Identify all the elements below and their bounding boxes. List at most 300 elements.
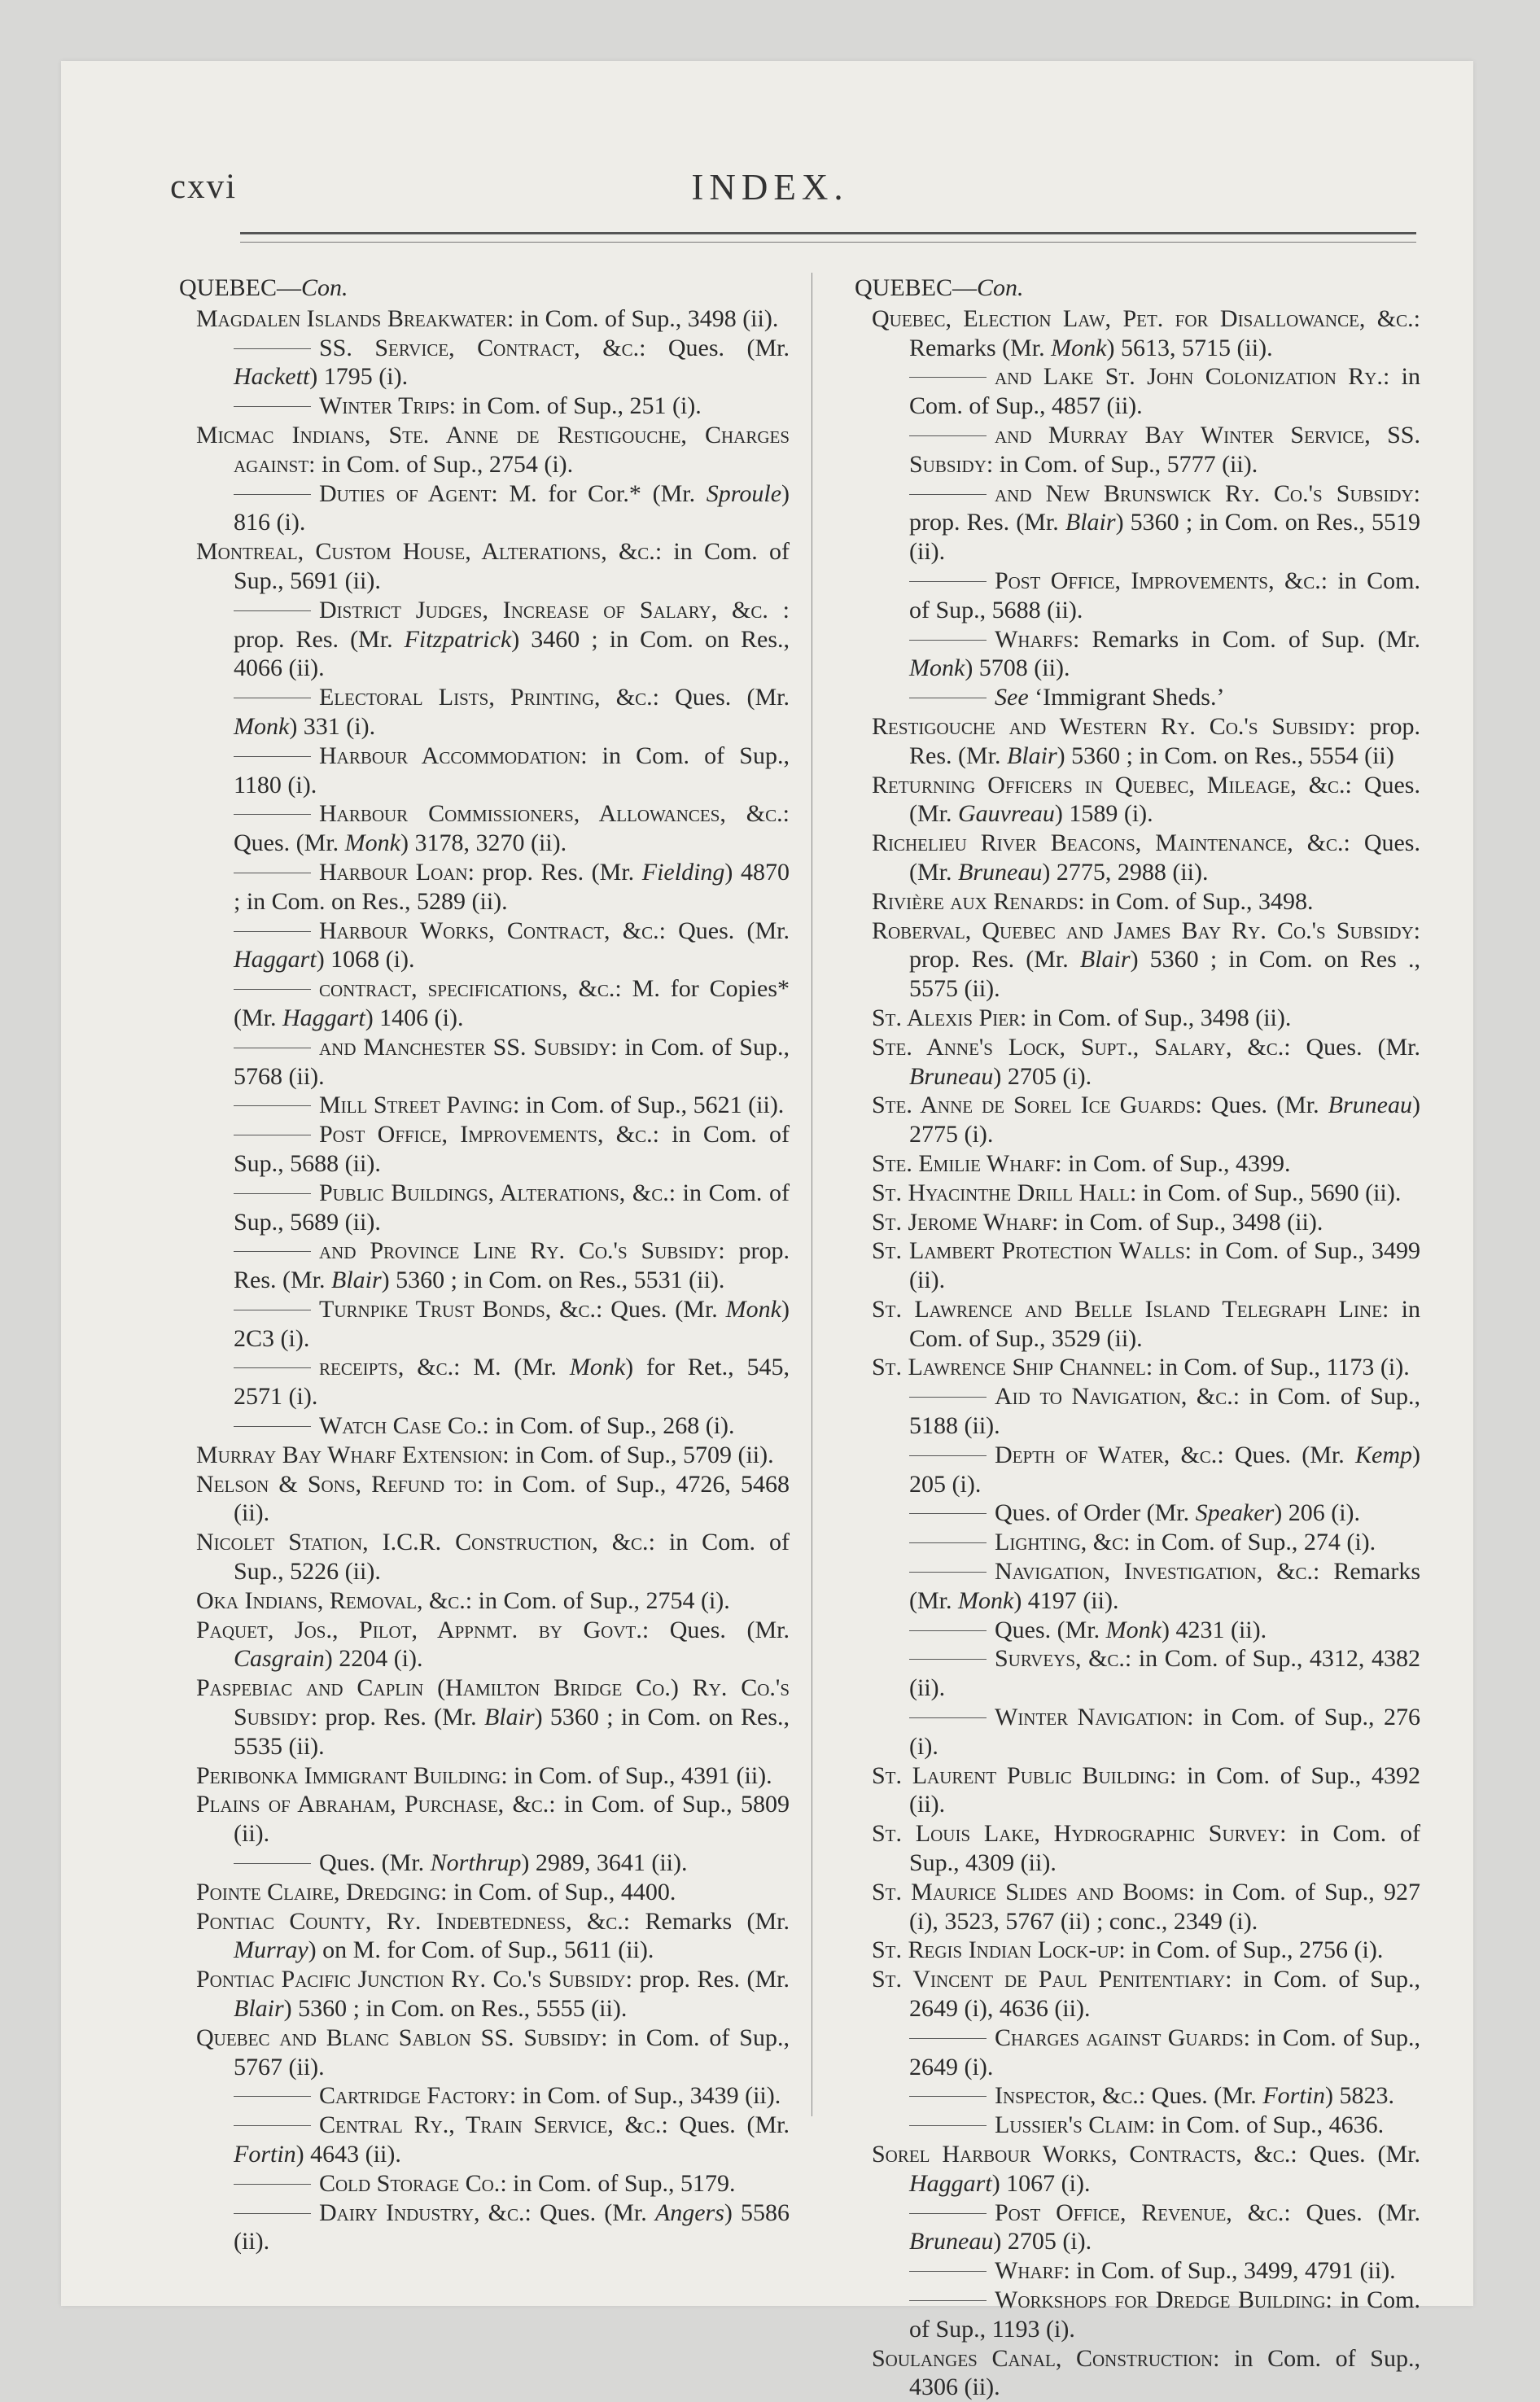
entry-text: ) 4197 (ii). [1013, 1586, 1119, 1614]
index-entry [175, 1586, 790, 1616]
entry-text: : in Com. of Sup., 4726, 5468 (ii). [234, 1470, 790, 1527]
entry-heading: St. Laurent Public Building [872, 1761, 1170, 1789]
ditto-dash [909, 2213, 987, 2214]
entry-text: ) 4231 (ii). [1161, 1616, 1267, 1643]
index-subentry [175, 2199, 790, 2257]
index-entry [175, 1965, 790, 2024]
entry-name: Fortin [1262, 2082, 1325, 2110]
entry-text: : in Com. of Sup., 3439 (ii). [509, 2082, 781, 2110]
entry-text: : in Com. of Sup., 3498 (ii). [1020, 1004, 1292, 1031]
entry-text: : prop. Res. (Mr. [909, 479, 1420, 536]
ditto-dash [909, 494, 987, 495]
entry-text: : in Com. of Sup., 274 (i). [1123, 1529, 1376, 1556]
entry-text: : in Com. of Sup., 3529 (ii). [909, 1295, 1420, 1352]
entry-heading: St. Alexis Pier [872, 1004, 1021, 1031]
entry-text: : in Com. of Sup., 3499, 4791 (ii). [1063, 2257, 1396, 2285]
entry-heading: Post Office, Improvements, &c. [319, 1121, 653, 1148]
ditto-dash [234, 2184, 311, 2185]
index-subentry [851, 1441, 1420, 1499]
entry-text: : in Com. of Sup., 4391 (ii). [501, 1761, 772, 1789]
entry-name: Gauvreau [958, 800, 1055, 828]
entry-heading: Rivière aux Renards [872, 887, 1078, 915]
entry-name: Bruneau [1328, 1092, 1412, 1119]
index-column-left [175, 273, 790, 2256]
entry-heading: Duties of Agent [319, 479, 492, 507]
entry-text: ) 2705 (i). [993, 2228, 1092, 2255]
index-entry [175, 1790, 790, 1849]
index-entry [851, 2344, 1420, 2402]
entry-heading: Sorel Harbour Works, Contracts, &c. [872, 2141, 1291, 2168]
ditto-dash [234, 1105, 311, 1106]
entry-name: Haggart [234, 946, 317, 973]
entry-text: ) 5708 (ii). [965, 654, 1070, 682]
entry-text: : in Com. of Sup., 5768 (ii). [234, 1033, 790, 1090]
index-subentry [175, 683, 790, 742]
entry-text: ) 205 (i). [909, 1441, 1420, 1498]
entry-heading: Magdalen Islands Breakwater [196, 304, 507, 332]
entry-text: : M. for Cor.* (Mr. [491, 479, 707, 507]
column-heading: QUEBEC—Con. [855, 274, 1024, 301]
ditto-dash [909, 1397, 987, 1398]
entry-text: : in Com. of Sup., 4399. [1055, 1149, 1291, 1177]
index-entry [175, 304, 790, 334]
ditto-dash [909, 1455, 987, 1456]
ditto-dash [909, 435, 987, 436]
entry-heading: Soulanges Canal, Construction [872, 2344, 1214, 2372]
entry-heading: St. Louis Lake, Hydrographic Survey [872, 1820, 1280, 1848]
entry-text: ) 5360 ; in Com. on Res., 5519 (ii). [909, 509, 1420, 566]
index-entry [851, 1819, 1420, 1878]
entry-text: : Ques. (Mr. [652, 684, 790, 711]
entry-text: : Ques. (Mr. [234, 800, 790, 857]
entry-text: ) 4870 ; in Com. on Res., 5289 (ii). [234, 858, 790, 915]
entry-heading: Nelson & Sons, Refund to [196, 1470, 477, 1498]
entry-text: : prop. Res. (Mr. [234, 596, 790, 653]
entry-text: : in Com. of Sup., 5688 (ii). [234, 1121, 790, 1177]
entry-text: ) 5613, 5715 (ii). [1106, 334, 1273, 361]
index-subentry [175, 858, 790, 917]
entry-text: : in Com. of Sup., 3498. [1078, 887, 1314, 915]
ditto-dash [234, 2096, 311, 2097]
entry-name: Monk [569, 1354, 626, 1381]
entry-name: Blair [483, 1704, 535, 1731]
index-entry [851, 1878, 1420, 1936]
entry-text: : Ques. (Mr. [1284, 1033, 1420, 1061]
entry-heading: Quebec, Election Law, Pet. for Disallowance, &c. [872, 304, 1414, 332]
entry-heading: Wharf [995, 2257, 1064, 2285]
entry-text: : Remarks in Com. of Sup. (Mr. [1073, 625, 1420, 653]
entry-heading: Winter Navigation [995, 1704, 1188, 1731]
entry-heading: Pontiac County, Ry. Indebtedness, &c. [196, 1907, 623, 1935]
entry-text: ) 331 (i). [289, 712, 376, 740]
index-subentry [175, 334, 790, 392]
ditto-dash [234, 494, 311, 495]
entry-text: : Ques. (Mr. [639, 334, 790, 361]
ditto-dash [909, 581, 987, 582]
index-entry [851, 1091, 1420, 1149]
entry-text: ) 4643 (ii). [295, 2141, 401, 2168]
index-subentry [851, 1557, 1420, 1616]
entry-name: Bruneau [958, 858, 1043, 886]
entry-heading: Navigation, Investigation, &c. [995, 1558, 1314, 1586]
entry-text: : Ques. (Mr. [661, 2111, 790, 2139]
index-entry [851, 1295, 1420, 1354]
entry-name: Murray [234, 1936, 308, 1964]
entry-name: Monk [725, 1295, 781, 1323]
index-subentry [175, 2169, 790, 2199]
entry-heading: Electoral Lists, Printing, &c. [319, 684, 653, 711]
index-subentry [175, 1120, 790, 1179]
entry-heading: Ste. Anne's Lock, Supt., Salary, &c. [872, 1033, 1284, 1061]
ditto-dash [234, 406, 311, 407]
entry-text: : prop. Res. (Mr. [310, 1704, 484, 1731]
entry-text: : in Com. of Sup., 276 (i). [909, 1704, 1420, 1760]
entry-heading: Lussier's Claim [995, 2111, 1148, 2139]
ditto-dash [234, 348, 311, 349]
entry-heading: Surveys, &c. [995, 1645, 1125, 1673]
entry-text: : in Com. of Sup., 3498 (ii). [507, 304, 779, 332]
entry-text: : Ques. (Mr. [1138, 2082, 1263, 2110]
entry-text: ) 3178, 3270 (ii). [400, 829, 567, 857]
entry-heading: Oka Indians, Removal, &c. [196, 1586, 466, 1614]
heading-text: QUEBEC [179, 274, 277, 301]
column-heading: QUEBEC—Con. [179, 274, 348, 301]
ditto-dash [234, 2125, 311, 2126]
ditto-dash [234, 1426, 311, 1427]
entry-text: : in Com. of Sup., 5709 (ii). [502, 1441, 774, 1468]
entry-heading: District Judges, Increase of Salary, &c. [319, 596, 768, 623]
entry-text: : prop. Res. (Mr. [625, 1966, 790, 1993]
ditto-dash [909, 2271, 987, 2272]
entry-text: Ques. (Mr. [995, 1616, 1106, 1643]
entry-name: Speaker [1195, 1499, 1275, 1527]
entry-text: ) 5823. [1324, 2082, 1394, 2110]
entry-name: Bruneau [909, 1062, 994, 1090]
entry-text: : Ques. (Mr. [909, 771, 1420, 828]
ditto-dash [909, 1513, 987, 1514]
entry-text: : in Com. of Sup., 268 (i). [482, 1412, 735, 1440]
entry-heading: and Province Line Ry. Co.'s Subsidy [319, 1237, 719, 1265]
index-subentry [175, 2081, 790, 2111]
entry-name: Casgrain [234, 1645, 325, 1673]
index-entry [851, 304, 1420, 363]
entry-heading: Watch Case Co. [319, 1412, 483, 1440]
index-subentry [175, 2111, 790, 2169]
entry-text: ) 5360 ; in Com. on Res ., 5575 (ii). [909, 946, 1420, 1003]
ditto-dash [909, 2300, 987, 2301]
entry-heading: St. Jerome Wharf [872, 1208, 1052, 1236]
entry-text: ) 2705 (i). [993, 1062, 1092, 1090]
index-subentry [851, 1382, 1420, 1441]
entry-heading: Workshops for Dredge Building [995, 2286, 1326, 2313]
entry-text: : Remarks (Mr. [909, 1558, 1420, 1614]
index-subentry [175, 1091, 790, 1120]
index-entry [175, 1616, 790, 1674]
entry-text: : in Com. of Sup., 2649 (i), 4636 (ii). [909, 1966, 1420, 2023]
index-entry [851, 1936, 1420, 1965]
entry-text: ) 206 (i). [1274, 1499, 1361, 1527]
ditto-dash [909, 2125, 987, 2126]
entry-heading: Charges against Guards [995, 2024, 1244, 2051]
index-subentry [851, 567, 1420, 625]
entry-name: Sproule [706, 479, 782, 507]
index-subentry [851, 683, 1420, 712]
entry-name: Blair [1007, 742, 1057, 769]
entry-heading: St. Regis Indian Lock-up [872, 1936, 1119, 1964]
index-entry [851, 1965, 1420, 2024]
entry-heading: Cartridge Factory [319, 2082, 510, 2110]
entry-text: : prop. Res. (Mr. [234, 1237, 790, 1294]
entry-heading: Lighting, &c [995, 1529, 1124, 1556]
index-subentry [851, 362, 1420, 421]
ditto-dash [909, 1572, 987, 1573]
index-subentry [851, 2081, 1420, 2111]
ditto-dash [909, 1630, 987, 1631]
index-entry [175, 1878, 790, 1907]
entry-text: : in Com. of Sup., 4312, 4382 (ii). [909, 1645, 1420, 1702]
entry-text: ) 2775, 2988 (ii). [1042, 858, 1209, 886]
entry-text: : in Com. of Sup., 5188 (ii). [909, 1383, 1420, 1440]
entry-text: : Ques. (Mr. [1284, 2199, 1420, 2226]
entry-text: ) 2204 (i). [324, 1645, 423, 1673]
index-subentry [175, 742, 790, 800]
index-entry [175, 1907, 790, 1966]
index-entry [851, 1353, 1420, 1382]
entry-text: ) 2989, 3641 (ii). [521, 1849, 688, 1877]
ditto-dash [909, 1542, 987, 1543]
index-subentry [851, 625, 1420, 684]
entry-text: : prop. Res. (Mr. [467, 858, 642, 886]
entry-text: : in Com. of Sup., 4857 (ii). [909, 363, 1420, 420]
entry-heading: Depth of Water, &c. [995, 1441, 1218, 1468]
entry-text: : in Com. of Sup., 5691 (ii). [234, 538, 790, 594]
entry-name: Angers [654, 2199, 724, 2226]
ditto-dash [909, 1659, 987, 1660]
entry-text: : Remarks (Mr. [909, 304, 1420, 361]
entry-text: : in Com. of Sup., 4309 (ii). [909, 1820, 1420, 1877]
entry-heading: St. Lawrence Ship Channel [872, 1354, 1146, 1381]
ditto-dash [234, 1251, 311, 1252]
entry-heading: St. Vincent de Paul Penitentiary [872, 1966, 1226, 1993]
entry-heading: St. Maurice Slides and Booms [872, 1878, 1188, 1905]
entry-text: : in Com. of Sup., 1193 (i). [909, 2286, 1420, 2343]
entry-text: : Ques. (Mr. [524, 2199, 655, 2226]
entry-heading: Pontiac Pacific Junction Ry. Co.'s Subsidy [196, 1966, 626, 1993]
index-subentry [851, 1528, 1420, 1557]
entry-heading: Mill Street Paving [319, 1092, 513, 1119]
entry-text: : in Com. of Sup., 5688 (ii). [909, 567, 1420, 623]
entry-heading: and Manchester SS. Subsidy [319, 1033, 611, 1061]
index-entry [851, 1179, 1420, 1208]
entry-name: Haggart [909, 2169, 992, 2197]
entry-heading: Post Office, Revenue, &c. [995, 2199, 1284, 2226]
index-subentry [175, 1236, 790, 1295]
entry-list [851, 304, 1420, 2402]
entry-name: Monk [344, 829, 400, 857]
entry-heading: Dairy Industry, &c. [319, 2199, 525, 2226]
entry-text: ) 5360 ; in Com. on Res., 5555 (ii). [283, 1995, 628, 2023]
entry-text: ) 5586 (ii). [234, 2199, 790, 2255]
heading-text: QUEBEC [855, 274, 952, 301]
entry-name: Hackett [234, 363, 310, 391]
entry-text: : prop. Res. (Mr. [909, 712, 1420, 769]
entry-text: : Ques. (Mr. [658, 917, 790, 944]
entry-text: ) for Ret., 545, 2571 (i). [234, 1354, 790, 1411]
entry-text: : in Com. of Sup., 5767 (ii). [234, 2024, 790, 2080]
page-number: cxvi [170, 168, 238, 206]
entry-text: ) 1406 (i). [365, 1004, 464, 1031]
entry-text: : in Com. of Sup., 2649 (i). [909, 2024, 1420, 2080]
entry-text: : in Com. of Sup., 1180 (i). [234, 742, 790, 798]
entry-text: ) 1067 (i). [991, 2169, 1091, 2197]
index-column-right [851, 273, 1420, 2402]
ditto-dash [234, 931, 311, 932]
index-entry [851, 887, 1420, 917]
entry-name: Monk [1105, 1616, 1162, 1643]
index-entry [175, 1441, 790, 1470]
entry-heading: Ste. Emilie Wharf [872, 1149, 1056, 1177]
entry-text: : in Com. of Sup., 4392 (ii). [909, 1761, 1420, 1818]
entry-text: : in Com. of Sup., 5689 (ii). [234, 1179, 790, 1236]
entry-heading: Plains of Abraham, Purchase, &c. [196, 1791, 549, 1818]
index-entry [851, 1149, 1420, 1179]
index-entry [851, 1033, 1420, 1092]
index-entry [175, 2024, 790, 2082]
entry-heading: Paspebiac and Caplin (Hamilton Bridge Co.) Ry. Co.'s Subsidy [196, 1674, 790, 1731]
index-entry [175, 1470, 790, 1529]
entry-heading: Roberval, Quebec and James Bay Ry. Co.'s Subsidy [872, 917, 1414, 944]
entry-text: ) 2C3 (i). [234, 1295, 790, 1352]
index-subentry [851, 1703, 1420, 1761]
entry-text: : in Com. of Sup., 927 (i), 3523, 5767 (ii) ; conc., 2349 (i). [909, 1878, 1420, 1935]
ditto-dash [909, 2038, 987, 2039]
entry-name: Fitzpatrick [404, 625, 512, 653]
entry-heading: Paquet, Jos., Pilot, Appnmt. by Govt. [196, 1616, 642, 1643]
entry-name: Blair [1079, 946, 1131, 973]
index-subentry [175, 1411, 790, 1441]
entry-text: : in Com. of Sup., 2756 (i). [1118, 1936, 1384, 1964]
entry-text: : in Com. of Sup., 2754 (i). [308, 450, 574, 478]
entry-text: Ques. (Mr. [319, 1849, 431, 1877]
index-entry [175, 1674, 790, 1761]
entry-list [175, 304, 790, 2256]
entry-heading: Central Ry., Train Service, &c. [319, 2111, 662, 2139]
entry-heading: Micmac Indians, Ste. Anne de Restigouche, Charges against [196, 421, 790, 478]
entry-text: : Ques. (Mr. [1217, 1441, 1355, 1468]
index-entry [175, 1528, 790, 1586]
entry-text: : in Com. of Sup., 1173 (i). [1145, 1354, 1410, 1381]
entry-heading: Harbour Loan [319, 858, 468, 886]
index-entry [851, 1004, 1420, 1033]
ditto-dash [234, 1367, 311, 1368]
entry-heading: Winter Trips [319, 392, 449, 420]
index-subentry [851, 2024, 1420, 2082]
index-subentry [851, 1499, 1420, 1528]
entry-name: Blair [234, 1995, 284, 2023]
entry-text: : in Com. of Sup., 5777 (ii). [986, 450, 1258, 478]
entry-heading: Peribonka Immigrant Building [196, 1761, 501, 1789]
entry-text: Ques. of Order (Mr. [995, 1499, 1196, 1527]
ditto-dash [909, 1717, 987, 1718]
entry-name: Monk [234, 712, 290, 740]
index-entry [175, 537, 790, 596]
entry-heading: St. Lawrence and Belle Island Telegraph Line [872, 1295, 1382, 1323]
index-subentry [175, 1179, 790, 1237]
ditto-dash [234, 1863, 311, 1864]
entry-heading: Returning Officers in Quebec, Mileage, &c. [872, 771, 1345, 798]
index-subentry [851, 479, 1420, 567]
entry-heading: Harbour Works, Contract, &c. [319, 917, 659, 944]
entry-heading: St. Hyacinthe Drill Hall [872, 1179, 1130, 1206]
entry-text: : in Com. of Sup., 3499 (ii). [909, 1237, 1420, 1294]
entry-text: : prop. Res. (Mr. [909, 917, 1420, 973]
ditto-dash [909, 2096, 987, 2097]
index-subentry [851, 421, 1420, 479]
ditto-dash [234, 2213, 311, 2214]
index-subentry [851, 1644, 1420, 1703]
index-subentry [175, 1353, 790, 1411]
index-subentry [175, 917, 790, 975]
index-subentry [175, 392, 790, 421]
entry-name: Blair [1065, 509, 1116, 536]
index-entry [851, 1761, 1420, 1820]
entry-text: ‘Immigrant Sheds.’ [1028, 684, 1225, 711]
index-subentry [851, 2111, 1420, 2140]
index-subentry [851, 1616, 1420, 1645]
entry-heading: Public Buildings, Alterations, &c. [319, 1179, 669, 1206]
entry-text: ) 5360 ; in Com. on Res., 5554 (ii) [1057, 742, 1394, 769]
entry-name: Northrup [430, 1849, 522, 1877]
entry-heading: Harbour Accommodation [319, 742, 581, 769]
entry-heading: Post Office, Improvements, &c. [995, 567, 1321, 594]
entry-heading: Murray Bay Wharf Extension [196, 1441, 503, 1468]
entry-text: ) 5360 ; in Com. on Res., 5531 (ii). [381, 1267, 725, 1294]
ditto-dash [234, 1193, 311, 1194]
entry-text: : M. for Copies* (Mr. [234, 975, 790, 1031]
entry-heading: Cold Storage Co. [319, 2169, 501, 2197]
entry-text: : Ques. (Mr. [596, 1295, 726, 1323]
entry-text: : in Com. of Sup., 3498 (ii). [1051, 1208, 1323, 1236]
index-entry [175, 421, 790, 479]
ditto-dash [909, 377, 987, 378]
index-subentry [175, 1295, 790, 1354]
index-entry [851, 1208, 1420, 1237]
entry-text: : M. (Mr. [453, 1354, 570, 1381]
entry-text: : in Com. of Sup., 5809 (ii). [234, 1791, 790, 1848]
index-subentry [175, 479, 790, 538]
entry-text: : in Com. of Sup., 5621 (ii). [512, 1092, 785, 1119]
index-entry [851, 712, 1420, 771]
ditto-dash [234, 989, 311, 990]
entry-heading: Restigouche and Western Ry. Co.'s Subsidy [872, 712, 1350, 740]
entry-text: : in Com. of Sup., 5690 (ii). [1129, 1179, 1402, 1206]
entry-heading: receipts, &c. [319, 1354, 454, 1381]
ditto-dash [234, 756, 311, 757]
index-subentry [175, 596, 790, 683]
entry-text: : in Com. of Sup., 5179. [500, 2169, 736, 2197]
entry-heading: Harbour Commissioners, Allowances, &c. [319, 800, 783, 828]
entry-text: : Remarks (Mr. [623, 1907, 790, 1935]
index-subentry [851, 2199, 1420, 2257]
index-subentry [851, 2286, 1420, 2344]
ditto-dash [909, 640, 987, 641]
entry-text: : Ques. (Mr. [1195, 1092, 1328, 1119]
entry-heading: contract, specifications, &c. [319, 975, 615, 1003]
entry-heading: St. Lambert Protection Walls [872, 1237, 1185, 1265]
entry-heading: Turnpike Trust Bonds, &c. [319, 1295, 596, 1323]
entry-name: Haggart [282, 1004, 365, 1031]
entry-text: : in Com. of Sup., 4400. [440, 1878, 676, 1905]
